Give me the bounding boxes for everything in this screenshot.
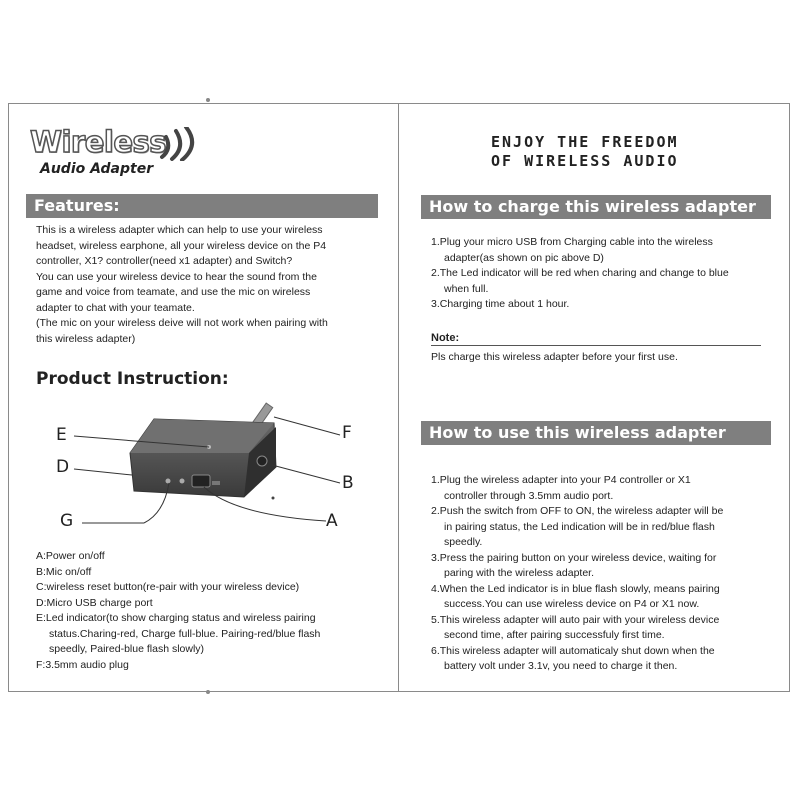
use-step-line: battery volt under 3.1v, you need to charge it then.: [444, 660, 678, 672]
note-text: Pls charge this wireless adapter before your first use.: [431, 351, 678, 363]
label-e: E: [56, 425, 67, 445]
features-line: controller, X1? controller(need x1 adapter) and Switch?: [36, 255, 293, 267]
use-step-line: 4.When the Led indicator is in blue flash slowly, means pairing: [431, 582, 720, 595]
use-step-line: 1.Plug the wireless adapter into your P4 controller or X1: [431, 474, 691, 486]
use-step-line: 5.This wireless adapter will auto pair with your wireless device: [431, 613, 720, 626]
parts-legend: [36, 549, 386, 673]
legend-line: status.Charing-red, Charge full-blue. Pairing-red/blue flash: [49, 627, 321, 640]
charge-heading: How to charge this wireless adapter: [421, 195, 771, 219]
note-heading: Note:: [431, 332, 761, 346]
use-steps: [431, 473, 781, 675]
features-line: game and voice from teamate, and use the mic on wireless: [36, 286, 311, 298]
legend-line: speedly, Paired-blue flash slowly): [49, 643, 205, 655]
wifi-waves-icon: [158, 127, 200, 161]
legend-line: C:wireless reset button(re-pair with your wireless device): [36, 581, 300, 593]
charge-step-line: when full.: [444, 282, 489, 295]
charge-step-line: 2.The Led indicator will be red when charing and change to blue: [431, 267, 729, 279]
label-a: A: [326, 511, 338, 531]
use-step-line: second time, after pairing successfuly first time.: [444, 629, 665, 641]
charge-steps: [431, 235, 781, 313]
logo-title: Wireless: [30, 125, 167, 159]
page-divider: [398, 103, 399, 692]
charge-step-line: 1.Plug your micro USB from Charging cable into the wireless: [431, 236, 713, 248]
use-step-line: 3.Press the pairing button on your wireless device, waiting for: [431, 551, 717, 564]
label-f: F: [342, 423, 352, 443]
use-step-line: 6.This wireless adapter will automaticaly shut down when the: [431, 644, 715, 657]
use-step-line: success.You can use wireless device on P4 or X1 now.: [444, 598, 700, 610]
use-step-line: controller through 3.5mm audio port.: [444, 489, 614, 502]
tagline: [491, 133, 679, 171]
features-line: adapter to chat with your teamate.: [36, 301, 195, 314]
features-heading: Features:: [26, 194, 378, 218]
use-step-line: paring with the wireless adapter.: [444, 567, 594, 579]
tagline-line-1: ENJOY THE FREEDOM: [491, 133, 679, 151]
charge-step-line: 3.Charging time about 1 hour.: [431, 298, 570, 310]
product-diagram: [44, 395, 364, 535]
label-b: B: [342, 473, 354, 493]
legend-line: B:Mic on/off: [36, 565, 92, 578]
features-line: headset, wireless earphone, all your wireless device on the P4: [36, 239, 327, 252]
use-step-line: in pairing status, the Led indication will be in red/blue flash: [444, 520, 715, 533]
logo-subtitle: Audio Adapter: [40, 161, 154, 177]
legend-line: D:Micro USB charge port: [36, 596, 153, 609]
tagline-line-2: OF WIRELESS AUDIO: [491, 152, 679, 170]
use-step-line: speedly.: [444, 536, 483, 548]
legend-line: E:Led indicator(to show charging status and wireless pairing: [36, 612, 316, 624]
legend-line: F:3.5mm audio plug: [36, 658, 129, 671]
logo: [30, 125, 200, 185]
label-g: G: [60, 511, 74, 531]
adapter-illustration: [44, 395, 364, 535]
use-step-line: 2.Push the switch from OFF to ON, the wireless adapter will be: [431, 505, 724, 517]
label-d: D: [56, 457, 70, 477]
legend-line: A:Power on/off: [36, 550, 105, 562]
use-heading: How to use this wireless adapter: [421, 421, 771, 445]
note-box: [431, 332, 761, 363]
features-line: This is a wireless adapter which can help to use your wireless: [36, 224, 323, 236]
features-text: [36, 223, 381, 347]
features-line: You can use your wireless device to hear the sound from the: [36, 270, 317, 283]
features-line: (The mic on your wireless deive will not work when pairing with: [36, 317, 328, 329]
fold-mark-top: [206, 98, 210, 102]
charge-step-line: adapter(as shown on pic above D): [444, 251, 604, 264]
instruction-heading: Product Instruction:: [36, 369, 229, 389]
features-line: this wireless adapter): [36, 332, 136, 345]
